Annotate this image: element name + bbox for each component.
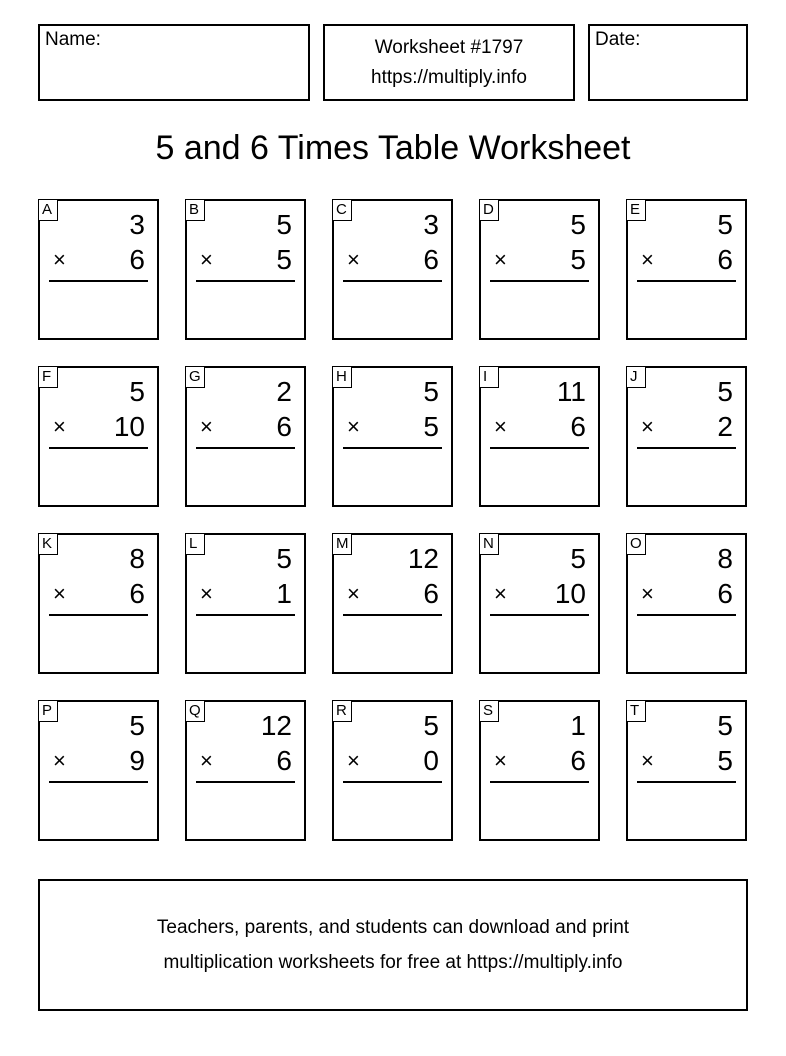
multiply-sign-icon: × xyxy=(347,247,360,272)
answer-line xyxy=(49,614,148,616)
problem-card[interactable] xyxy=(38,533,159,674)
multiplicand: 8 xyxy=(717,543,733,574)
answer-line xyxy=(490,781,589,783)
problem-label: M xyxy=(332,533,352,555)
multiplicand: 5 xyxy=(423,710,439,741)
multiplier: 2 xyxy=(717,411,733,442)
answer-line xyxy=(490,447,589,449)
multiplicand: 3 xyxy=(129,209,145,240)
multiplier: 10 xyxy=(554,578,586,609)
multiplier: 5 xyxy=(423,411,439,442)
problem-card[interactable] xyxy=(626,700,747,841)
multiplicand: 5 xyxy=(276,543,292,574)
answer-line xyxy=(343,781,442,783)
answer-line xyxy=(196,781,295,783)
problem-label: A xyxy=(38,199,58,221)
problem-label: I xyxy=(479,366,499,388)
problem-label: S xyxy=(479,700,499,722)
multiplicand: 3 xyxy=(423,209,439,240)
problem-label: O xyxy=(626,533,646,555)
problem-card[interactable] xyxy=(626,366,747,507)
problem-label: F xyxy=(38,366,58,388)
worksheet-id: Worksheet #1797 xyxy=(374,36,524,58)
multiplier: 6 xyxy=(276,411,292,442)
answer-line xyxy=(49,280,148,282)
multiplier: 5 xyxy=(717,745,733,776)
multiply-sign-icon: × xyxy=(200,581,213,606)
problem-label: E xyxy=(626,199,646,221)
problem-card[interactable] xyxy=(479,366,600,507)
multiplier: 5 xyxy=(570,244,586,275)
multiply-sign-icon: × xyxy=(200,748,213,773)
multiplier: 6 xyxy=(423,578,439,609)
problem-label: B xyxy=(185,199,205,221)
worksheet-info-box xyxy=(323,24,575,101)
multiplicand: 5 xyxy=(570,209,586,240)
multiply-sign-icon: × xyxy=(494,748,507,773)
problem-card[interactable] xyxy=(332,366,453,507)
problem-label: C xyxy=(332,199,352,221)
problem-label: K xyxy=(38,533,58,555)
footer-box xyxy=(38,879,748,1011)
multiplicand: 12 xyxy=(407,543,439,574)
multiplicand: 5 xyxy=(570,543,586,574)
multiplier: 6 xyxy=(717,244,733,275)
problem-card[interactable] xyxy=(626,199,747,340)
multiply-sign-icon: × xyxy=(200,247,213,272)
multiplicand: 5 xyxy=(129,710,145,741)
footer-line-2: multiplication worksheets for free at https://multiply.info xyxy=(163,952,623,973)
problem-card[interactable] xyxy=(332,199,453,340)
problem-card[interactable] xyxy=(185,366,306,507)
problem-card[interactable] xyxy=(479,533,600,674)
multiply-sign-icon: × xyxy=(494,581,507,606)
answer-line xyxy=(637,280,736,282)
date-field[interactable] xyxy=(588,24,748,101)
multiply-sign-icon: × xyxy=(494,247,507,272)
answer-line xyxy=(196,614,295,616)
problem-card[interactable] xyxy=(332,700,453,841)
answer-line xyxy=(196,447,295,449)
multiplier: 1 xyxy=(276,578,292,609)
multiplier: 6 xyxy=(570,411,586,442)
problem-card[interactable] xyxy=(626,533,747,674)
name-field[interactable] xyxy=(38,24,310,101)
multiplicand: 5 xyxy=(717,710,733,741)
multiply-sign-icon: × xyxy=(641,581,654,606)
problem-card[interactable] xyxy=(185,533,306,674)
multiplicand: 11 xyxy=(556,376,586,407)
multiply-sign-icon: × xyxy=(347,414,360,439)
multiply-sign-icon: × xyxy=(347,581,360,606)
multiplicand: 12 xyxy=(260,710,292,741)
problem-label: P xyxy=(38,700,58,722)
problem-card[interactable] xyxy=(479,700,600,841)
name-label: Name: xyxy=(45,29,101,50)
problem-card[interactable] xyxy=(185,700,306,841)
multiplicand: 1 xyxy=(570,710,586,741)
multiplicand: 5 xyxy=(423,376,439,407)
worksheet-url: https://multiply.info xyxy=(371,66,527,88)
multiplier: 6 xyxy=(570,745,586,776)
date-label: Date: xyxy=(595,29,641,50)
multiply-sign-icon: × xyxy=(347,748,360,773)
answer-line xyxy=(637,781,736,783)
problem-label: R xyxy=(332,700,352,722)
multiply-sign-icon: × xyxy=(53,748,66,773)
problem-label: T xyxy=(626,700,646,722)
multiplier: 5 xyxy=(276,244,292,275)
multiply-sign-icon: × xyxy=(200,414,213,439)
multiplicand: 5 xyxy=(276,209,292,240)
answer-line xyxy=(49,781,148,783)
problem-card[interactable] xyxy=(38,199,159,340)
problem-label: G xyxy=(185,366,205,388)
answer-line xyxy=(490,614,589,616)
multiply-sign-icon: × xyxy=(641,748,654,773)
multiply-sign-icon: × xyxy=(53,414,66,439)
multiplier: 6 xyxy=(717,578,733,609)
answer-line xyxy=(49,447,148,449)
multiply-sign-icon: × xyxy=(494,414,507,439)
answer-line xyxy=(196,280,295,282)
problem-label: J xyxy=(626,366,646,388)
problem-label: D xyxy=(479,199,499,221)
multiplier: 6 xyxy=(129,578,145,609)
multiplier: 6 xyxy=(276,745,292,776)
problem-label: L xyxy=(185,533,205,555)
multiplier: 6 xyxy=(423,244,439,275)
problem-card[interactable] xyxy=(185,199,306,340)
multiplicand: 8 xyxy=(129,543,145,574)
multiplier: 9 xyxy=(129,745,145,776)
answer-line xyxy=(490,280,589,282)
multiply-sign-icon: × xyxy=(53,247,66,272)
multiplier: 6 xyxy=(129,244,145,275)
answer-line xyxy=(343,447,442,449)
problem-card[interactable] xyxy=(38,700,159,841)
multiplicand: 5 xyxy=(129,376,145,407)
page-title: 5 and 6 Times Table Worksheet xyxy=(155,129,631,167)
multiplicand: 5 xyxy=(717,376,733,407)
footer-line-1: Teachers, parents, and students can download and print xyxy=(156,917,630,938)
problem-label: N xyxy=(479,533,499,555)
multiply-sign-icon: × xyxy=(641,247,654,272)
problem-label: H xyxy=(332,366,352,388)
multiplicand: 5 xyxy=(717,209,733,240)
answer-line xyxy=(637,614,736,616)
problem-label: Q xyxy=(185,700,205,722)
multiplier: 0 xyxy=(423,745,439,776)
multiply-sign-icon: × xyxy=(53,581,66,606)
answer-line xyxy=(637,447,736,449)
problem-card[interactable] xyxy=(38,366,159,507)
multiplicand: 2 xyxy=(276,376,292,407)
multiplier: 10 xyxy=(113,411,145,442)
answer-line xyxy=(343,280,442,282)
answer-line xyxy=(343,614,442,616)
problem-card[interactable] xyxy=(332,533,453,674)
multiply-sign-icon: × xyxy=(641,414,654,439)
problem-card[interactable] xyxy=(479,199,600,340)
